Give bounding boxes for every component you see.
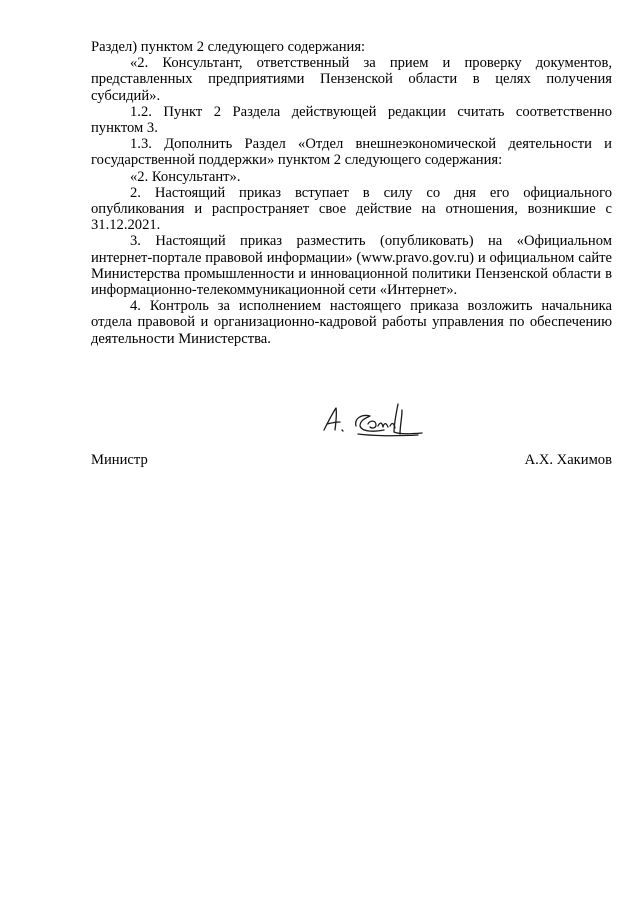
paragraph-1-2: 1.2. Пункт 2 Раздела действующей редакции считать соответственно пунктом 3. xyxy=(91,103,612,137)
paragraph-2-effective: 2. Настоящий приказ вступает в силу со дня его официального опубликования и распространяет свое действие на отношения, возникшие с 31.12.2021. xyxy=(91,184,612,234)
paragraph-consultant-quote: «2. Консультант, ответственный за прием и проверку документов, представленных предприятиями Пензенской области в целях получения субсидий». xyxy=(91,55,612,104)
paragraph-3-publish: 3. Настоящий приказ разместить (опубликовать) на «Официальном интернет-портале правовой информации» (www.pravo.gov.ru) и официальном сайте Министерства промышленности и инновационной политики Пензенской области в информационно-телекоммуникационной сети «Интернет». xyxy=(91,233,612,299)
document-body xyxy=(91,39,612,347)
signer-name: А.Х. Хакимов xyxy=(524,452,612,468)
paragraph-consultant-short: «2. Консультант». xyxy=(130,168,241,185)
paragraph-1-3: 1.3. Дополнить Раздел «Отдел внешнеэкономической деятельности и государственной поддержки» пунктом 2 следующего содержания: xyxy=(91,136,612,169)
signer-position: Министр xyxy=(91,452,148,468)
paragraph-4-control: 4. Контроль за исполнением настоящего приказа возложить начальника отдела правовой и организационно-кадровой работы управления по обеспечению деятельности Министерства. xyxy=(91,298,612,347)
handwritten-signature xyxy=(318,400,438,448)
paragraph-intro: Раздел) пунктом 2 следующего содержания: xyxy=(91,39,366,55)
